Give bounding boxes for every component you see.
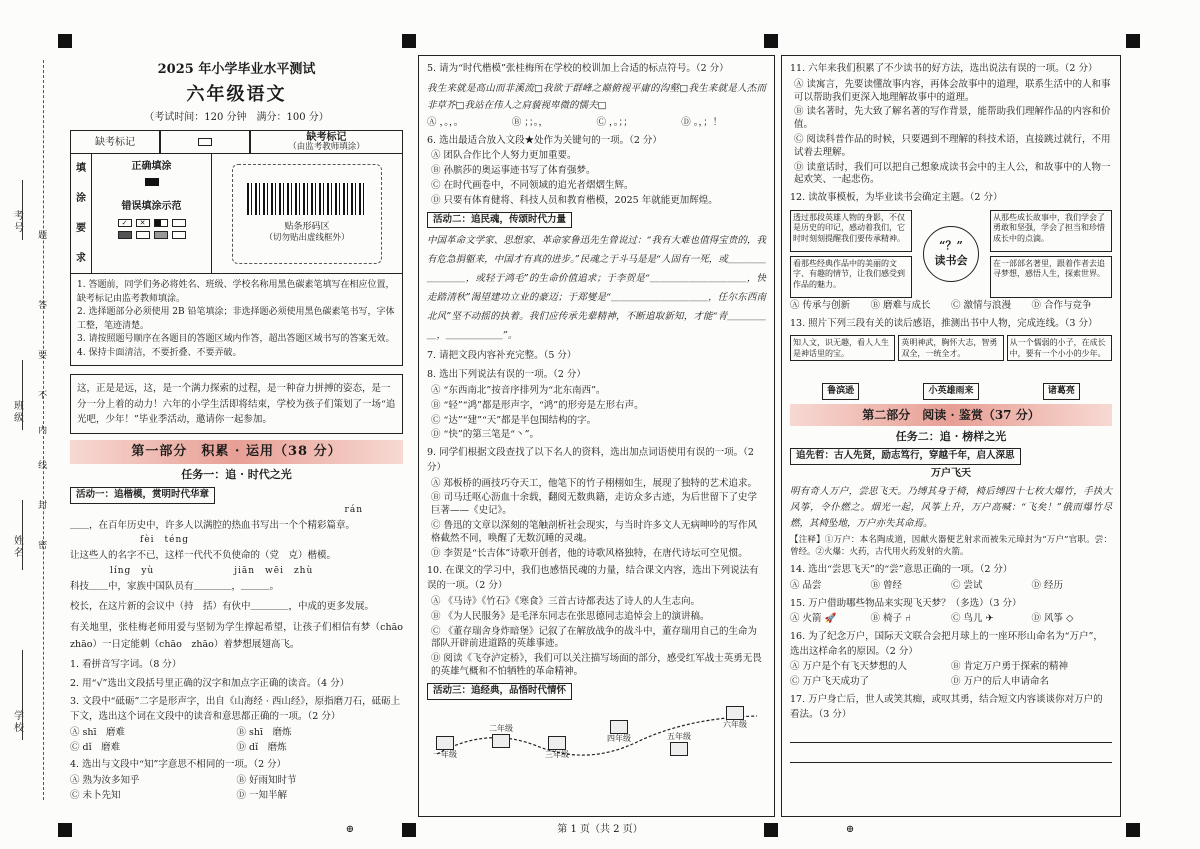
binding-strip (0, 0, 55, 849)
question-12: 12. 读故事模板，为毕业读书会确定主题。（2 分） (790, 192, 1003, 204)
question-16: 16. 为了纪念万户，国际天文联合会把月球上的一座环形山命名为“万户”，选出这样命名的原因。（2 分） (790, 631, 1103, 657)
chair-icon: ⑁ (905, 613, 911, 625)
passage-2: 中国革命文学家、思想家、革命家鲁迅先生曾说过：“我有大难也值得宝贵的，我有危急捐躯来，中国才有真的进步。”民魂之于斗马是是“人固有一死，或＿＿＿＿＿＿＿＿，或轻于鸿毛”的生命价值追求；于李贺是“＿＿＿＿＿＿＿＿＿＿，快走踏清秋”渴望建功立业的豪迈；于郑燮是“＿＿＿＿＿＿＿＿＿＿，任尔东西南北风”坚不动摇的执着。我们应传承先辈精神，不断追取新知，才能“青＿＿＿＿＿，＿＿＿＿＿＿”。 (427, 235, 766, 342)
q12-options (790, 300, 1112, 313)
passage-line: 科技＿＿中，家族中国队员有＿＿＿＿，＿＿＿。 (70, 580, 280, 592)
question-11: 11. 六年来我们积累了不少读书的好方法，选出说法有误的一项。（2 分） (790, 63, 1098, 74)
bird-icon: ✈ (985, 613, 994, 625)
option[interactable]: Ⓑ 孙膑莎的奥运事迹书写了体育强梦。 (431, 165, 596, 177)
passage-1 (70, 504, 413, 654)
question-6: 6. 选出最适合放入文段★处作为关键句的一项。（2 分） (427, 134, 662, 146)
absent-mark-label: 缺考标记 (70, 130, 160, 154)
column-1 (70, 55, 413, 817)
option[interactable]: Ⓑ 磨难与成长 (870, 299, 931, 311)
exam-number-label: 考号 (11, 210, 23, 234)
option[interactable]: Ⓒ 未卜先知 (70, 789, 121, 801)
option[interactable]: Ⓑ ；；。， (511, 116, 549, 128)
quote-box: 英明神武，胸怀大志，智勇双全，一统全才。 (898, 335, 1003, 361)
option[interactable]: Ⓑ 好雨知时节 (236, 775, 297, 787)
option-chair[interactable]: Ⓑ 椅子 ⑁ (870, 613, 911, 625)
column-2 (418, 55, 775, 817)
intro-paragraph: 这，正是是远，这，是一个满力探索的过程，是一种奋力拼搏的姿态，是一分一分上着的动力！六年的小学生活即将结束，学校为孩子们策划了一场“追光吧，少年！”毕业季活动，邀请你一起参加。 (70, 374, 403, 434)
exam-info (70, 111, 403, 125)
write-line[interactable] (22, 360, 23, 430)
option[interactable]: Ⓑ “轻”“鸿”都是形声字，“鸿”的形旁是左形右声。 (431, 399, 644, 411)
activity4-label: 追先哲：古人先贤，励志笃行，穿越千年，启人深思 (790, 448, 1021, 465)
option[interactable]: Ⓒ 阅读科普作品的时候，只要遇到不理解的科技术语，直接跳过就行，不用试着去理解。 (794, 133, 1111, 158)
ruby-ran: rán (344, 504, 363, 515)
correct-fill-mark (145, 178, 159, 186)
option[interactable]: Ⓒ ，。；； (596, 116, 633, 128)
option[interactable]: Ⓐ 《马诗》《竹石》《寒食》三首古诗都表达了诗人的人生志向。 (431, 595, 701, 607)
question-3: 3. 文段中“砥砺”二字是形声字，出自《山海经 · 西山经》，原指磨刀石，砥砺上下文，选出这个词在文段中的读音和意思都正确的一项。（2 分） (70, 696, 401, 723)
task1-title: 任务一：追 · 时代之光 (181, 467, 292, 481)
option[interactable]: Ⓓ 万户的后人申请命名 (951, 676, 1050, 688)
q5-motto: 我生来就是高山而非溪流□我欲于群峰之巅俯视平庸的沟壑□我生来就是人杰而非草芥□我站在伟人之肩藐视卑微的懦夫□ (427, 82, 766, 112)
book-icon (610, 720, 628, 734)
quote-box: 从一个懦弱的小子，在成长中，要有一个小小的少年。 (1007, 335, 1112, 361)
option[interactable]: Ⓑ 肯定万户勇于探索的精神 (951, 661, 1069, 673)
option[interactable]: Ⓐ 熟为汝多知乎 (70, 775, 140, 787)
question-4: 4. 选出与文段中“知”字意思不相同的一项。（2 分） (70, 759, 287, 771)
barcode-area[interactable] (212, 154, 403, 274)
activity3-label: 活动三：追经典，品悟时代情怀 (427, 683, 572, 700)
option-rocket[interactable]: Ⓐ 火箭 🚀 (790, 613, 837, 625)
option[interactable]: Ⓐ “东西南北”按音序排列为“北东南西”。 (431, 384, 606, 396)
q5-options (427, 117, 766, 130)
question-17: 17. 万户身亡后，世人或笑其痴，或叹其勇，结合短文内容谈谈你对万户的看法。（3 分） (790, 694, 1103, 720)
option[interactable]: Ⓒ 尝试 (951, 579, 983, 591)
barcode-box (232, 164, 382, 264)
question-2: 2. 用“√”选出文段括号里正确的汉字和加点字正确的读音。（4 分） (70, 677, 350, 689)
q14-options (790, 580, 1112, 593)
question-9: 9. 同学们根据文段查找了以下名人的资料，选出加点词语使用有误的一项。（2 分） (427, 447, 754, 473)
option[interactable]: Ⓒ 在时代画卷中，不同领域的追光者熠熠生辉。 (431, 180, 634, 191)
option[interactable]: Ⓒ dǐ 磨难 (70, 741, 121, 753)
part1-banner: 第一部分 积累 · 运用（38 分） (70, 440, 403, 464)
question-10: 10. 在课文的学习中，我们也感悟民魂的力量，结合课文内容，选出下列说法有误的一项。（2 分） (427, 565, 759, 592)
ruby-lingyu: líng yù jiān wēi zhù (110, 565, 314, 576)
book-icon (492, 734, 510, 748)
q16-options (790, 661, 1112, 689)
write-line[interactable] (22, 650, 23, 740)
part2-banner: 第二部分 阅读 · 鉴赏（37 分） (790, 404, 1112, 426)
question-7: 7. 请把文段内容补充完整。（5 分） (427, 350, 577, 362)
note-item: 3. 请按照题号顺序在各题目的答题区域内作答，超出答题区域书写的答案无效。 (77, 334, 395, 345)
note-item: 1. 答题前，同学们务必将姓名、班级、学校名称用黑色碳素笔填写在相应位置，缺考标记由监考教师填涂。 (77, 280, 395, 304)
rocket-icon: 🚀 (824, 613, 837, 625)
timeline-grade-2: 二年级 (489, 724, 513, 749)
character-tag[interactable]: 小英雄雨来 (923, 383, 978, 399)
q13-quotes (790, 335, 1112, 361)
name-label: 姓名 (11, 535, 23, 559)
option[interactable]: Ⓓ 合作与竞争 (1031, 299, 1092, 311)
option[interactable]: Ⓑ shī 磨炼 (236, 726, 292, 738)
option[interactable]: Ⓓ 经历 (1031, 579, 1064, 591)
reading-box: 透过那段英雄人物的身影，不仅是历史的印记，感动着我们，它时时刻刻提醒我们要传承精神。 (790, 210, 912, 252)
fill-req-title: 填 涂 要 求 (70, 154, 92, 274)
absent-mark-note: 缺考标记 （由监考教师填涂） (250, 130, 403, 154)
timeline-grade-6: 六年级 (723, 706, 747, 731)
option[interactable]: Ⓓ 。，；！ (681, 116, 723, 128)
option[interactable]: Ⓓ “快”的第三笔是“丶”。 (431, 429, 539, 441)
exam-title: 2025 年小学毕业水平测试 (157, 62, 316, 77)
wrong-fill-label: 错误填涂示范 (121, 200, 182, 212)
ruby-feiteng: fèi téng (140, 535, 190, 546)
full-score: 满分：100 分） (256, 111, 329, 123)
option[interactable]: Ⓒ 激情与浪漫 (951, 299, 1012, 311)
passage-line: 让这些人的名字不已，这样一代代不负使命的（党 克）楷模。 (70, 550, 337, 562)
answer-line[interactable] (790, 749, 1112, 763)
reading-box: 看那些经典作品中的美丽的文字、有趣的情节，让我们感受到作品的魅力。 (790, 256, 912, 298)
option-kite[interactable]: Ⓓ 风筝 ◇ (1031, 613, 1074, 625)
column-3 (781, 55, 1121, 817)
story-text: 明有奇人万户，尝思飞天。乃缚其身于椅，椅后缚四十七枚大爆竹，手执大风筝，令仆燃之。烟光一起，风筝上升，万户高喊：“飞矣！”俄而爆竹尽燃，其椅坠地，万户亦失其命焉。 (790, 485, 1112, 530)
registration-mark (764, 34, 778, 48)
correct-fill-label: 正确填涂 (131, 161, 172, 173)
registration-mark (1126, 34, 1140, 48)
seal-char: 线 (36, 460, 47, 471)
option[interactable]: Ⓒ “达”“建”“天”都是半包围结构的字。 (431, 414, 597, 426)
timeline-grade-1: 一年级 (433, 736, 457, 761)
activity2-label: 活动二：追民魂，传颂时代力量 (427, 212, 572, 229)
book-icon (670, 742, 688, 756)
note-item: 4. 保持卡面清洁，不要折叠、不要弄破。 (77, 347, 242, 358)
question-8: 8. 选出下列说法有误的一项。（2 分） (427, 369, 586, 381)
notes-box (70, 274, 403, 366)
reading-box: 从那些成长故事中，我们学会了勇敢和坚强，学会了担当和珍惜成长中的点滴。 (990, 210, 1112, 252)
option[interactable]: Ⓐ 读寓言，先要读懂故事内容，再体会故事中的道理，联系生活中的人和事可以帮助我们更深入地理解故事中的道理。 (794, 78, 1111, 103)
option[interactable]: Ⓒ 万户飞天成功了 (790, 676, 870, 688)
q15-options (790, 613, 1112, 626)
seal-char: 答 (36, 300, 47, 311)
page-footer (0, 823, 1200, 837)
option[interactable]: Ⓐ 万户是个有飞天梦想的人 (790, 661, 908, 673)
barcode-label: 贴条形码区 (284, 222, 330, 233)
barcode-icon (247, 183, 367, 215)
school-label: 学校 (11, 710, 23, 734)
story-note: 【注释】①万户：本名陶成道，因献火器便艺射求而被朱元璋封为“万户”官职。尝：曾经。②火爆：火药，古代用火药发射的火箭。 (790, 535, 1112, 558)
option-bird[interactable]: Ⓒ 鸟儿 ✈ (951, 613, 994, 625)
crosshair-icon: ⊕ (845, 824, 855, 835)
wrong-fill-marks: ✓ ✕ (98, 219, 205, 227)
option[interactable]: Ⓐ 品尝 (790, 579, 822, 591)
question-14: 14. 选出“尝思飞天”的“尝”意思正确的一项。（2 分） (790, 563, 1013, 575)
character-tag[interactable]: 诸葛亮 (1043, 383, 1080, 399)
barcode-sub: （切勿贴出虚线框外） (264, 233, 350, 244)
timeline-grade-5: 五年级 (667, 732, 691, 757)
option[interactable]: Ⓒ 鲁迅的文章以深刻的笔触剖析社会现实，与当时许多文人无病呻吟的写作风格截然不同，唤醒了无数沉睡的灵魂。 (431, 520, 758, 544)
crosshair-icon: ⊕ (345, 824, 355, 835)
question-1: 1. 看拼音写字词。（8 分） (70, 658, 182, 670)
option[interactable]: Ⓐ 郑板桥的画技巧夺天工，他笔下的竹子栩栩如生，展现了独特的艺术追求。 (431, 477, 758, 489)
seal-char: 封 (36, 500, 47, 511)
option[interactable]: Ⓓ dǐ 磨炼 (236, 741, 287, 753)
story-title: 万户飞天 (931, 468, 971, 480)
book-icon (436, 736, 454, 750)
reading-club-circle: “？” 读书会 (923, 226, 979, 282)
option[interactable]: Ⓐ shī 磨难 (70, 726, 126, 738)
timeline-path (427, 706, 767, 766)
seal-char: 题 (36, 230, 47, 241)
absent-mark-row (70, 130, 403, 154)
exam-subject: 六年级语文 (186, 83, 287, 105)
option[interactable]: Ⓓ 阅读《飞夺泸定桥》，我们可以关注描写场面的部分，感受红军战士英勇无畏的英雄气概和不怕牺牲的革命精神。 (431, 653, 762, 677)
q3-options (70, 727, 403, 755)
passage-line: ＿＿，在百年历史中，许多人以满腔的热血书写出一个个精彩篇章。 (70, 519, 356, 531)
option[interactable]: Ⓑ 《为人民服务》是毛泽东同志在张思德同志追悼会上的演讲稿。 (431, 610, 710, 622)
reading-box: 在一部部名著里，跟着作者去追寻梦想，感悟人生，探索世界。 (990, 256, 1112, 298)
question-5: 5. 请为“时代楷模”张桂梅所在学校的校训加上合适的标点符号。（2 分） (427, 63, 729, 74)
seal-char: 要 (36, 350, 47, 361)
option[interactable]: Ⓐ 团队合作比个人努力更加重要。 (431, 150, 577, 162)
absent-mark-box[interactable] (160, 130, 250, 154)
seal-char: 密 (36, 540, 47, 551)
option[interactable]: Ⓑ 曾经 (870, 579, 903, 591)
option[interactable]: Ⓓ 读童话时，我们可以把自己想象成读书会中的主人公，和故事中的人物一起欢笑、一起悲伤。 (794, 161, 1111, 186)
answer-line[interactable] (790, 729, 1112, 743)
seal-char: 内 (36, 425, 47, 436)
question-15: 15. 万户借助哪些物品来实现飞天梦？（多选）（3 分） (790, 597, 1022, 609)
page-number: 第 1 页（共 2 页） (557, 824, 643, 835)
passage-line: 有关地里，张桂梅老师用爱与坚韧为学生撑起希望，让孩子们相信有梦（chāo zhāo）一日定能刺（chāo zhāo）着梦想展翅高飞。 (70, 621, 413, 651)
fill-example (92, 154, 212, 274)
reading-club-diagram (790, 210, 1112, 298)
option[interactable]: Ⓐ 传承与创新 (790, 299, 851, 311)
option[interactable]: Ⓑ 司马迁呕心沥血十余载，翻阅无数典籍，走访众多古迹，为后世留下了史学巨著——《史记》。 (431, 492, 758, 517)
book-icon (548, 736, 566, 750)
grade-timeline (427, 706, 766, 766)
write-line[interactable] (22, 500, 23, 570)
quote-box: 知人文，识无趣，看人人生是神话里的宝。 (790, 335, 895, 361)
option[interactable]: Ⓑ 读名著时，先大致了解名著的写作背景，能帮助我们理解作品的内容和价值。 (794, 106, 1111, 131)
note-item: 2. 选择题部分必须使用 2B 铅笔填涂；非选择题必须使用黑色碳素笔书写，字体工整，笔迹清楚。 (77, 307, 395, 331)
exam-time: （考试时间：120 分钟 (144, 111, 247, 123)
class-label: 班级 (11, 400, 23, 424)
option[interactable]: Ⓓ 只要有体育健将、科技人员和教育楷模，2025 年就能更加辉煌。 (431, 194, 718, 206)
timeline-grade-4: 四年级 (607, 720, 631, 745)
task2-title: 任务二：追 · 榜样之光 (895, 429, 1007, 443)
q4-options (70, 775, 403, 803)
option[interactable]: Ⓓ 李贺是“长吉体”诗歌开创者，他的诗歌风格独特，在唐代诗坛可空见惯。 (431, 547, 748, 559)
question-13: 13. 照片下列三段有关的读后感语，推测出书中人物，完成连线。（3 分） (790, 317, 1098, 329)
option[interactable]: Ⓐ ，。，。 (427, 116, 464, 128)
option[interactable]: Ⓓ 一知半解 (236, 789, 288, 801)
option[interactable]: Ⓒ 《董存瑞舍身炸暗堡》记叙了在解放战争的战斗中，董存瑞用自己的生命为部队开辟前进道路的英雄事迹。 (431, 625, 758, 650)
activity1-label: 活动一：追楷模，赏明时代华章 (70, 487, 215, 504)
write-line[interactable] (22, 180, 23, 240)
registration-mark (402, 34, 416, 48)
q13-characters (790, 383, 1112, 399)
seal-char: 不 (36, 390, 47, 401)
timeline-grade-3: 三年级 (545, 736, 569, 761)
kite-icon: ◇ (1066, 613, 1074, 625)
book-icon (726, 706, 744, 720)
fill-requirements (70, 154, 403, 274)
registration-mark (58, 34, 72, 48)
character-tag[interactable]: 鲁滨逊 (822, 383, 859, 399)
passage-line: 校长，在这片新的会议中（持 括）有伙中＿＿＿＿，中成的更多发展。 (70, 601, 375, 613)
